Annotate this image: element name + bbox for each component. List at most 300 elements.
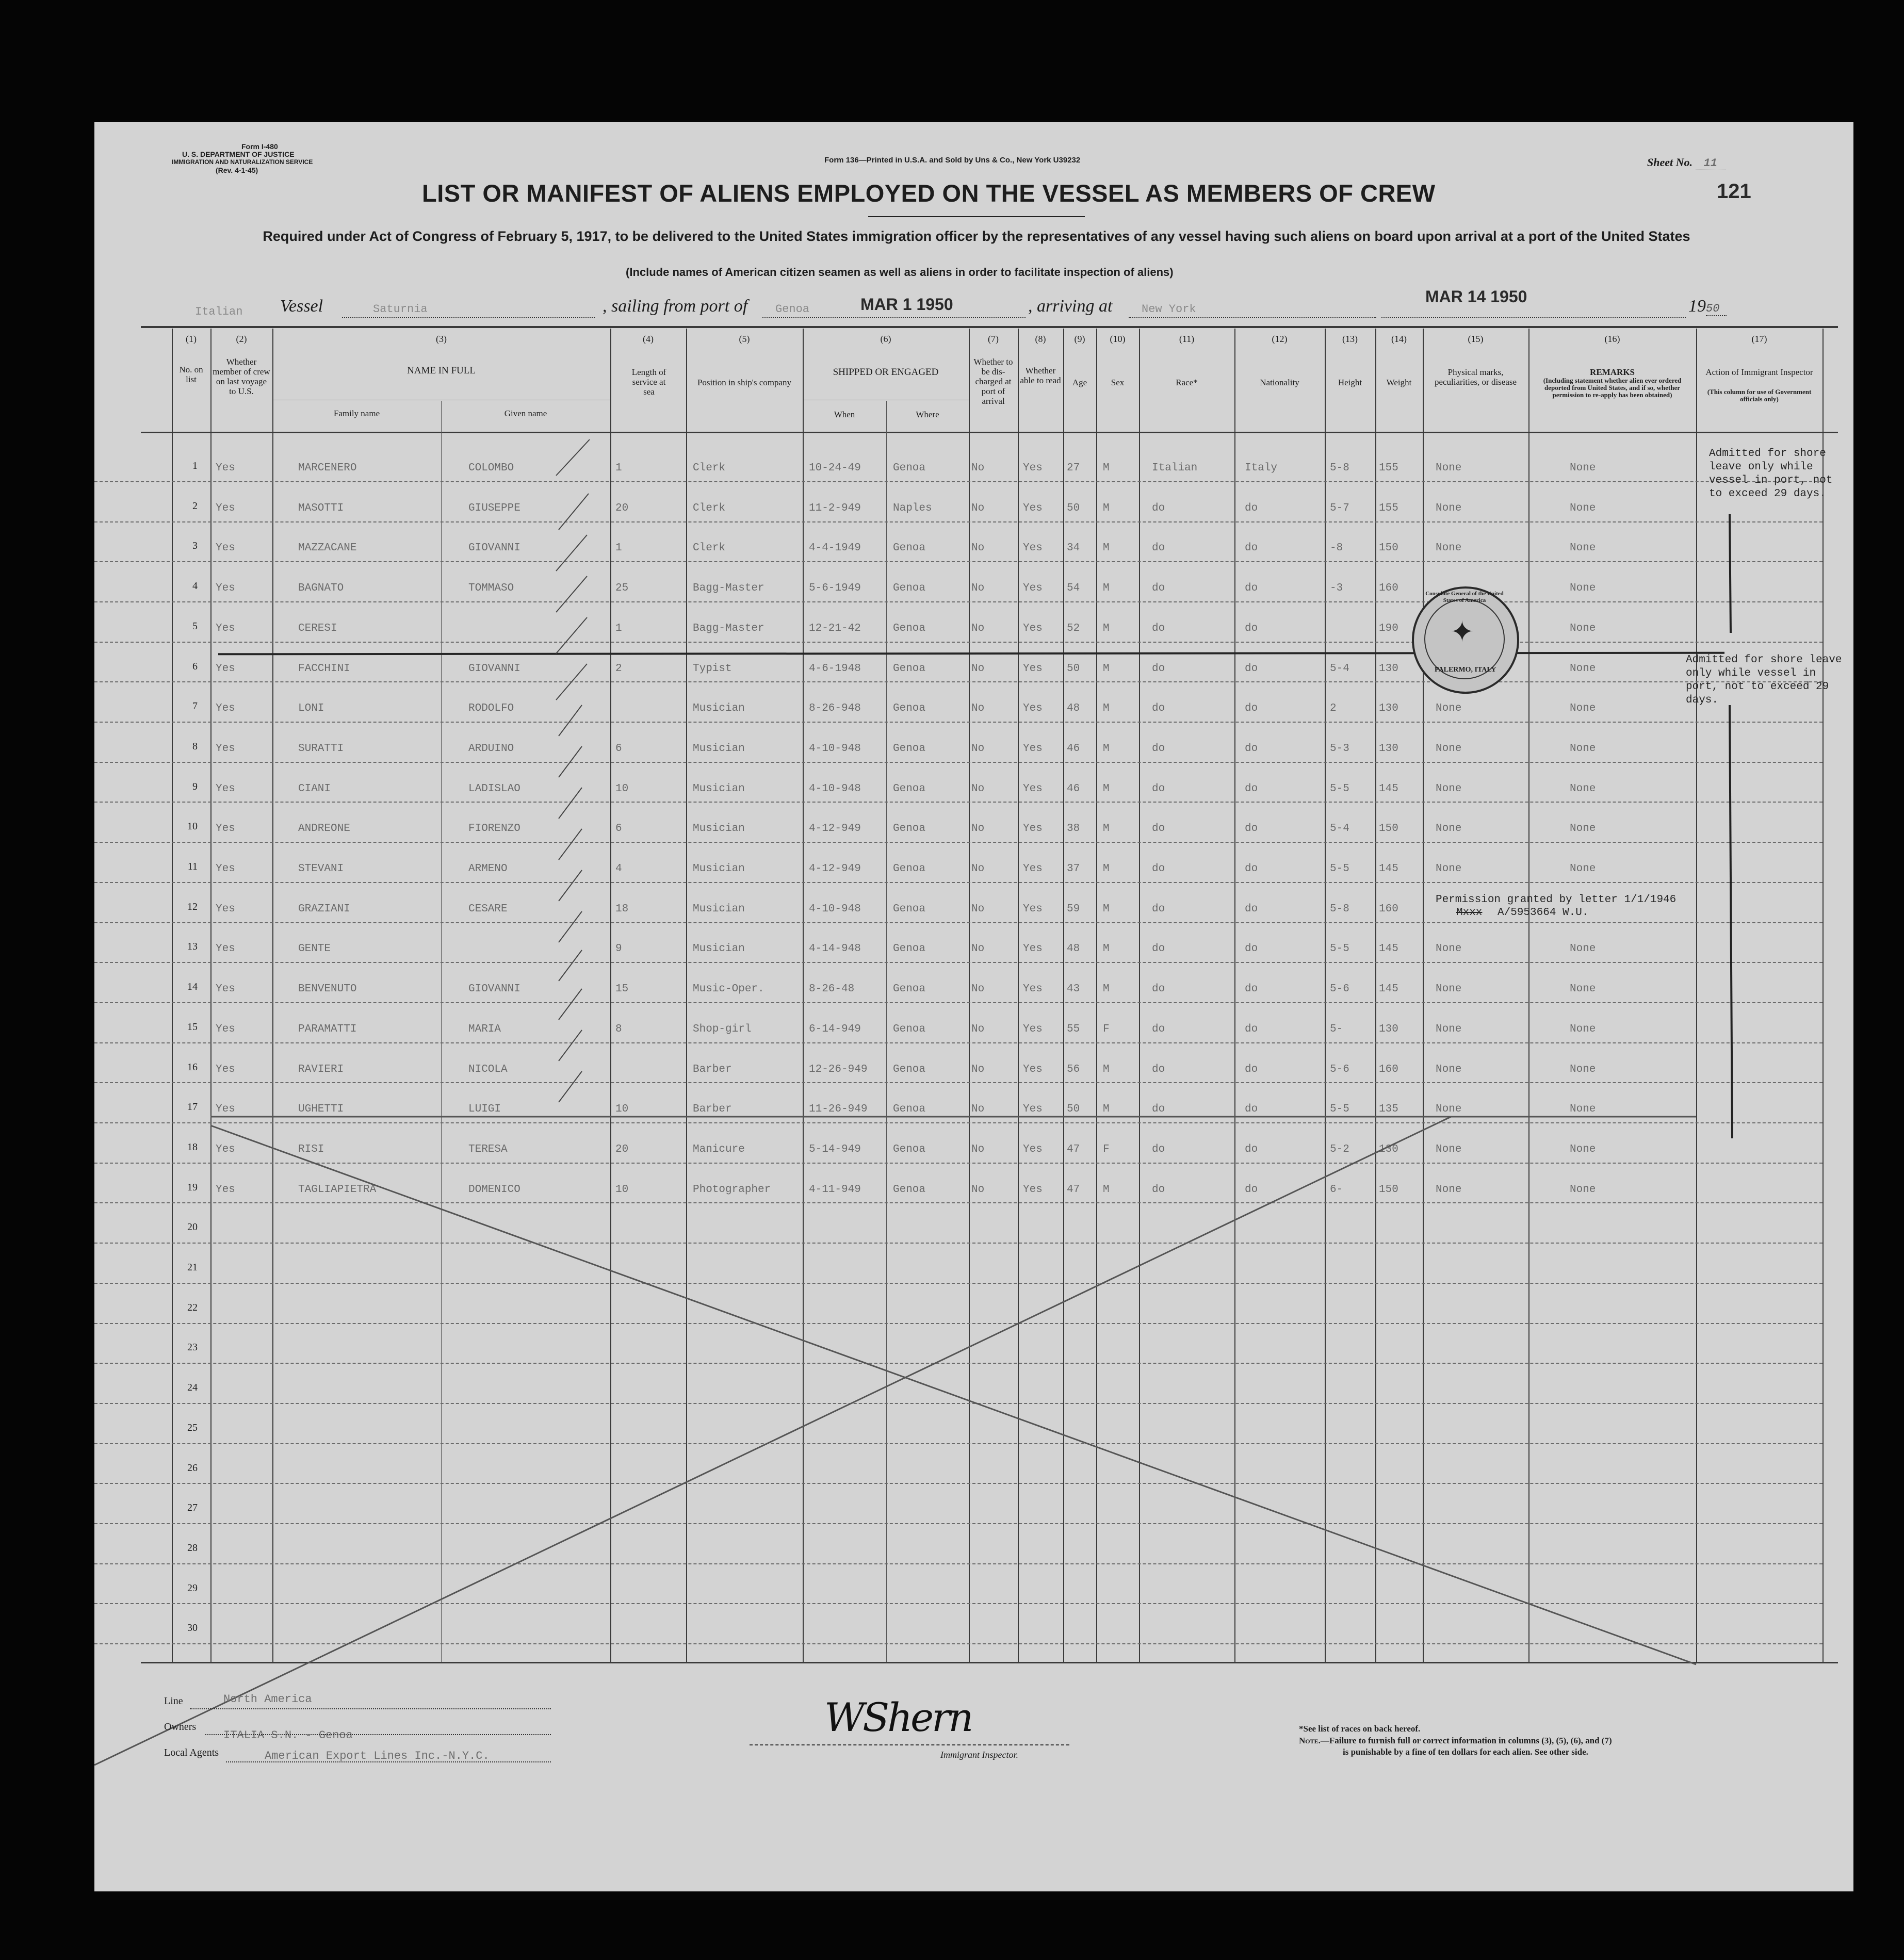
cell-sex: M: [1103, 823, 1110, 835]
cell-when: 4-11-949: [809, 1183, 861, 1196]
row-number: 3: [192, 540, 198, 552]
note-label: Note.: [1299, 1736, 1321, 1745]
revision-date: (Rev. 4-1-45): [216, 166, 258, 174]
cell-remarks: None: [1570, 1063, 1596, 1075]
cell-discharged: No: [971, 542, 985, 554]
row-number: 12: [187, 901, 198, 912]
cell-read: Yes: [1023, 1103, 1043, 1116]
cell-nationality: do: [1245, 1023, 1258, 1035]
cell-race: do: [1152, 1183, 1165, 1196]
cell-discharged: No: [971, 1143, 985, 1155]
line-label: Line: [164, 1695, 183, 1707]
cell-service: 25: [615, 582, 629, 595]
cell-remarks: None: [1570, 1183, 1596, 1196]
header-inspector-action: Action of Immigrant Inspector: [1705, 367, 1813, 377]
cell-sex: M: [1103, 1183, 1110, 1196]
cell-given: FIORENZO: [468, 823, 520, 835]
cell-given: NICOLA: [468, 1063, 508, 1075]
cell-crew: Yes: [216, 1183, 235, 1196]
cell-height: 2: [1330, 703, 1337, 715]
cell-given: DOMENICO: [468, 1183, 520, 1196]
cell-age: 47: [1067, 1183, 1080, 1196]
col-number: (6): [880, 334, 891, 344]
cell-discharged: No: [971, 823, 985, 835]
cell-when: 4-6-1948: [809, 662, 861, 675]
cell-age: 34: [1067, 542, 1080, 554]
row-number: 28: [187, 1542, 198, 1554]
cell-family: FACCHINI: [298, 662, 350, 675]
cell-marks: None: [1436, 1063, 1462, 1075]
arriving-port: New York: [1142, 303, 1196, 316]
cell-discharged: No: [971, 983, 985, 995]
row-number: 5: [192, 620, 198, 632]
agents-label: Local Agents: [164, 1747, 219, 1758]
cell-marks: None: [1436, 823, 1462, 835]
cell-service: 9: [615, 943, 622, 955]
cell-family: TAGLIAPIETRA: [298, 1183, 377, 1196]
length-ticks: [559, 788, 582, 819]
cell-discharged: No: [971, 742, 985, 755]
cell-where: Genoa: [893, 823, 926, 835]
cell-weight: 130: [1379, 742, 1398, 755]
cell-family: MAZZACANE: [298, 542, 357, 554]
cell-position: Manicure: [693, 1143, 745, 1155]
cell-race: do: [1152, 582, 1165, 595]
cell-weight: 145: [1379, 983, 1398, 995]
year-prefix: 19: [1688, 297, 1706, 316]
header-race: Race*: [1176, 378, 1198, 387]
cell-crew: Yes: [216, 1143, 235, 1155]
row-number: 7: [192, 700, 198, 712]
cell-crew: Yes: [216, 462, 235, 474]
col-number: (11): [1179, 334, 1195, 344]
cell-read: Yes: [1023, 462, 1043, 474]
cell-nationality: do: [1245, 1063, 1258, 1075]
cell-age: 37: [1067, 863, 1080, 875]
cell-position: Bagg-Master: [693, 622, 764, 634]
cell-remarks: None: [1570, 1023, 1596, 1035]
inspector-signature: WShern: [824, 1694, 972, 1740]
cell-crew: Yes: [216, 502, 235, 514]
cell-given: TERESA: [468, 1143, 508, 1155]
length-ticks: [556, 535, 587, 571]
row-number: 25: [187, 1422, 198, 1433]
cell-height: 5-: [1330, 1023, 1343, 1035]
header-age: Age: [1072, 378, 1087, 387]
cell-position: Bagg-Master: [693, 582, 764, 595]
cell-discharged: No: [971, 1103, 985, 1116]
cell-remarks: None: [1570, 943, 1596, 955]
cell-sex: M: [1103, 502, 1110, 514]
vessel-label: Vessel: [280, 297, 323, 316]
length-ticks: [559, 1030, 582, 1061]
cell-family: GENTE: [298, 943, 331, 955]
cell-when: 12-21-42: [809, 622, 861, 634]
cell-given: ARDUINO: [468, 742, 514, 755]
cell-remarks: None: [1570, 462, 1596, 474]
cell-read: Yes: [1023, 863, 1043, 875]
row-number: 2: [192, 500, 198, 512]
cell-age: 38: [1067, 823, 1080, 835]
cell-service: 1: [615, 542, 622, 554]
row-number: 24: [187, 1382, 198, 1394]
row-number: 17: [187, 1101, 198, 1113]
cell-read: Yes: [1023, 983, 1043, 995]
cell-discharged: No: [971, 703, 985, 715]
cell-nationality: do: [1245, 742, 1258, 755]
cell-position: Music-Oper.: [693, 983, 764, 995]
cell-where: Genoa: [893, 903, 926, 915]
cell-position: Musician: [693, 943, 745, 955]
cell-sex: M: [1103, 863, 1110, 875]
length-ticks: [556, 576, 587, 612]
cell-marks: None: [1436, 1103, 1462, 1116]
cell-nationality: do: [1245, 622, 1258, 634]
cell-nationality: do: [1245, 1143, 1258, 1155]
cell-read: Yes: [1023, 703, 1043, 715]
cell-crew: Yes: [216, 823, 235, 835]
agents-value: American Export Lines Inc.-N.Y.C.: [265, 1750, 490, 1762]
manifest-sheet: [94, 122, 1853, 1891]
cell-sex: M: [1103, 742, 1110, 755]
cell-read: Yes: [1023, 1143, 1043, 1155]
cell-weight: 130: [1379, 1023, 1398, 1035]
header-physical-marks: Physical marks, peculiarities, or disease: [1434, 367, 1517, 387]
cell-family: BENVENUTO: [298, 983, 357, 995]
header-discharged: Whether to be dis-charged at port of arrival: [973, 357, 1013, 406]
cell-discharged: No: [971, 502, 985, 514]
cell-nationality: do: [1245, 582, 1258, 595]
cell-nationality: do: [1245, 1103, 1258, 1116]
cell-when: 10-24-49: [809, 462, 861, 474]
cell-family: RISI: [298, 1143, 324, 1155]
row-number: 13: [187, 941, 198, 953]
cell-crew: Yes: [216, 983, 235, 995]
cell-family: LONI: [298, 703, 324, 715]
row-number: 4: [192, 580, 198, 592]
cell-when: 12-26-949: [809, 1063, 868, 1075]
cell-age: 59: [1067, 903, 1080, 915]
cell-remarks: None: [1570, 582, 1596, 595]
cell-race: do: [1152, 742, 1165, 755]
cancel-diagonal: [94, 1117, 1451, 1765]
cell-sex: M: [1103, 703, 1110, 715]
cell-where: Genoa: [893, 542, 926, 554]
cell-given: TOMMASO: [468, 582, 514, 595]
cancellation-marks: [94, 122, 1853, 1891]
row-number: 19: [187, 1181, 198, 1193]
cell-marks: None: [1436, 863, 1462, 875]
inspector-label: Immigrant Inspector.: [940, 1750, 1018, 1760]
cell-weight: 130: [1379, 1143, 1398, 1155]
cell-height: 5-5: [1330, 943, 1349, 955]
cell-race: do: [1152, 622, 1165, 634]
cell-where: Genoa: [893, 622, 926, 634]
cell-where: Genoa: [893, 1023, 926, 1035]
cell-crew: Yes: [216, 703, 235, 715]
cell-crew: Yes: [216, 662, 235, 675]
col-number: (1): [186, 334, 197, 344]
cell-race: do: [1152, 1143, 1165, 1155]
page-title: LIST OR MANIFEST OF ALIENS EMPLOYED ON THE VESSEL AS MEMBERS OF CREW: [422, 179, 1436, 207]
cell-discharged: No: [971, 582, 985, 595]
cell-read: Yes: [1023, 622, 1043, 634]
cell-marks: None: [1436, 703, 1462, 715]
cell-nationality: do: [1245, 863, 1258, 875]
cell-where: Genoa: [893, 662, 926, 675]
printer-line: Form 136—Printed in U.S.A. and Sold by Uns & Co., New York U39232: [824, 156, 1081, 165]
row-number: 29: [187, 1582, 198, 1594]
cell-service: 1: [615, 622, 622, 634]
header-length-of-service: Length of service at sea: [631, 367, 666, 397]
cell-nationality: do: [1245, 542, 1258, 554]
agents-rule: [226, 1761, 551, 1762]
cell-weight: 190: [1379, 622, 1398, 634]
cell-position: Typist: [693, 662, 732, 675]
cell-position: Clerk: [693, 462, 726, 474]
cell-weight: 145: [1379, 782, 1398, 795]
cell-weight: 155: [1379, 502, 1398, 514]
header-inspector-sub: (This column for use of Government officials only): [1707, 388, 1812, 403]
cell-height: 5-6: [1330, 1063, 1349, 1075]
cell-remarks: None: [1570, 662, 1596, 675]
cell-height: 5-2: [1330, 1143, 1349, 1155]
cell-position: Photographer: [693, 1183, 771, 1196]
cell-service: 4: [615, 863, 622, 875]
vessel-name: Saturnia: [373, 303, 428, 316]
cell-service: 10: [615, 1183, 629, 1196]
cell-position: Clerk: [693, 502, 726, 514]
cell-discharged: No: [971, 782, 985, 795]
cell-where: Genoa: [893, 703, 926, 715]
row-number: 15: [187, 1021, 198, 1033]
row-number: 30: [187, 1622, 198, 1634]
cell-age: 48: [1067, 703, 1080, 715]
cell-race: do: [1152, 983, 1165, 995]
cell-age: 50: [1067, 502, 1080, 514]
row-number: 11: [187, 861, 198, 872]
cell-family: MASOTTI: [298, 502, 344, 514]
row-number: 14: [187, 981, 198, 993]
header-able-to-read: Whether able to read: [1020, 366, 1061, 385]
cell-height: 5-4: [1330, 823, 1349, 835]
header-name-in-full: NAME IN FULL: [407, 365, 476, 376]
cell-age: 55: [1067, 1023, 1080, 1035]
cell-read: Yes: [1023, 1063, 1043, 1075]
cell-sex: M: [1103, 582, 1110, 595]
vessel-flag: Italian: [195, 305, 243, 318]
cell-race: do: [1152, 1063, 1165, 1075]
cell-when: 8-26-948: [809, 703, 861, 715]
cell-weight: 160: [1379, 903, 1398, 915]
cell-height: 5-5: [1330, 782, 1349, 795]
cell-sex: M: [1103, 622, 1110, 634]
cell-nationality: do: [1245, 1183, 1258, 1196]
cell-crew: Yes: [216, 863, 235, 875]
cell-given: MARIA: [468, 1023, 501, 1035]
cell-discharged: No: [971, 903, 985, 915]
cell-family: CERESI: [298, 622, 337, 634]
cell-nationality: do: [1245, 662, 1258, 675]
row-number: 16: [187, 1061, 198, 1073]
col-number: (5): [739, 334, 750, 344]
sailing-port: Genoa: [775, 303, 810, 316]
col-number: (15): [1468, 334, 1484, 344]
cell-crew: Yes: [216, 742, 235, 755]
cell-given: COLOMBO: [468, 462, 514, 474]
cell-height: 5-7: [1330, 502, 1349, 514]
cell-age: 46: [1067, 742, 1080, 755]
permission-note: Permission granted by letter 1/1/1946: [1436, 894, 1677, 906]
cell-family: PARAMATTI: [298, 1023, 357, 1035]
cell-family: MARCENERO: [298, 462, 357, 474]
cell-nationality: do: [1245, 943, 1258, 955]
cell-family: UGHETTI: [298, 1103, 344, 1116]
cell-marks: None: [1436, 742, 1462, 755]
cell-race: do: [1152, 903, 1165, 915]
cell-family: BAGNATO: [298, 582, 344, 595]
cell-race: do: [1152, 1023, 1165, 1035]
cell-sex: M: [1103, 782, 1110, 795]
cell-when: 4-14-948: [809, 943, 861, 955]
arriving-label: , arriving at: [1028, 297, 1113, 316]
cell-sex: M: [1103, 662, 1110, 675]
cell-marks: None: [1436, 983, 1462, 995]
cell-where: Genoa: [893, 1143, 926, 1155]
length-ticks: [559, 829, 582, 860]
row-number: 22: [187, 1301, 198, 1313]
races-note: *See list of races on back hereof.: [1299, 1724, 1421, 1734]
cell-when: 4-12-949: [809, 863, 861, 875]
length-ticks: [559, 494, 589, 530]
cell-crew: Yes: [216, 943, 235, 955]
cell-crew: Yes: [216, 1023, 235, 1035]
cell-remarks: None: [1570, 1143, 1596, 1155]
cell-family: CIANI: [298, 782, 331, 795]
cell-age: 47: [1067, 1143, 1080, 1155]
row-number: 10: [187, 821, 198, 832]
cell-where: Genoa: [893, 582, 926, 595]
cell-height: 5-6: [1330, 983, 1349, 995]
cell-weight: 145: [1379, 863, 1398, 875]
cell-read: Yes: [1023, 742, 1043, 755]
cell-sex: F: [1103, 1143, 1110, 1155]
header-remarks: REMARKS: [1590, 367, 1635, 377]
col-number: (12): [1272, 334, 1288, 344]
cell-service: 20: [615, 1143, 629, 1155]
cell-where: Genoa: [893, 983, 926, 995]
cell-when: 8-26-48: [809, 983, 855, 995]
cell-position: Barber: [693, 1063, 732, 1075]
year-suffix: 50: [1706, 302, 1727, 316]
cell-when: 4-10-948: [809, 903, 861, 915]
col-number: (16): [1604, 334, 1620, 344]
cell-sex: M: [1103, 983, 1110, 995]
cell-height: 5-8: [1330, 462, 1349, 474]
cell-read: Yes: [1023, 903, 1043, 915]
cell-marks: None: [1436, 1143, 1462, 1155]
cell-where: Genoa: [893, 1183, 926, 1196]
cell-height: 5-4: [1330, 662, 1349, 675]
cell-read: Yes: [1023, 542, 1043, 554]
cell-weight: 150: [1379, 823, 1398, 835]
row-number: 9: [192, 780, 198, 792]
row-number: 21: [187, 1262, 198, 1273]
form-number: Form I-480: [241, 142, 278, 151]
cell-remarks: None: [1570, 983, 1596, 995]
cell-crew: Yes: [216, 622, 235, 634]
cell-crew: Yes: [216, 903, 235, 915]
cell-height: 5-5: [1330, 1103, 1349, 1116]
cell-position: Musician: [693, 863, 745, 875]
length-ticks: [559, 911, 582, 942]
cell-given: LADISLAO: [468, 782, 520, 795]
row-number: 8: [192, 740, 198, 752]
cell-position: Shop-girl: [693, 1023, 752, 1035]
sheet-value: 11: [1696, 157, 1726, 170]
cell-discharged: No: [971, 943, 985, 955]
cell-weight: 130: [1379, 703, 1398, 715]
cell-service: 6: [615, 742, 622, 755]
fine-note: [1299, 1736, 1612, 1746]
cell-service: 10: [615, 1103, 629, 1116]
cell-position: Musician: [693, 742, 745, 755]
cell-age: 50: [1067, 1103, 1080, 1116]
cell-where: Genoa: [893, 1103, 926, 1116]
cell-height: 6-: [1330, 1183, 1343, 1196]
cell-remarks: None: [1570, 823, 1596, 835]
cell-when: 4-10-948: [809, 742, 861, 755]
requirement-text: Required under Act of Congress of February 5, 1917, to be delivered to the United States immigration officer by the representatives of any vessel having such aliens on board upon arrival at a port of the United States: [263, 228, 1690, 244]
cell-sex: M: [1103, 542, 1110, 554]
sheet-label: Sheet No.: [1647, 156, 1693, 169]
cell-remarks: None: [1570, 502, 1596, 514]
row-number: 23: [187, 1342, 198, 1353]
inspector-bracket: [1730, 514, 1731, 633]
cell-crew: Yes: [216, 1063, 235, 1075]
cell-nationality: do: [1245, 703, 1258, 715]
cell-nationality: Italy: [1245, 462, 1278, 474]
length-ticks: [556, 617, 587, 654]
header-remarks-sub: (Including statement whether alien ever ordered deported from United States, and if so, whether permission to re-apply has been obtained): [1543, 377, 1682, 399]
length-ticks: [559, 746, 582, 777]
header-height: Height: [1338, 378, 1362, 387]
cell-discharged: No: [971, 622, 985, 634]
cell-service: 15: [615, 983, 629, 995]
cell-read: Yes: [1023, 782, 1043, 795]
file-reference: A/5953664 W.U.: [1498, 907, 1589, 919]
cell-service: 8: [615, 1023, 622, 1035]
cell-marks: None: [1436, 1023, 1462, 1035]
cell-read: Yes: [1023, 582, 1043, 595]
cell-remarks: None: [1570, 703, 1596, 715]
cell-marks: None: [1436, 1183, 1462, 1196]
cell-marks: None: [1436, 943, 1462, 955]
cell-age: 46: [1067, 782, 1080, 795]
cell-sex: F: [1103, 1023, 1110, 1035]
header-no-on-list: No. on list: [179, 365, 203, 384]
cell-discharged: No: [971, 462, 985, 474]
cell-height: -3: [1330, 582, 1343, 595]
cell-weight: 160: [1379, 582, 1398, 595]
cell-race: do: [1152, 703, 1165, 715]
cell-given: LUIGI: [468, 1103, 501, 1116]
col-number: (14): [1391, 334, 1407, 344]
cell-crew: Yes: [216, 582, 235, 595]
arrival-date-stamp: MAR 14 1950: [1425, 287, 1527, 306]
cell-read: Yes: [1023, 1183, 1043, 1196]
cell-position: Clerk: [693, 542, 726, 554]
